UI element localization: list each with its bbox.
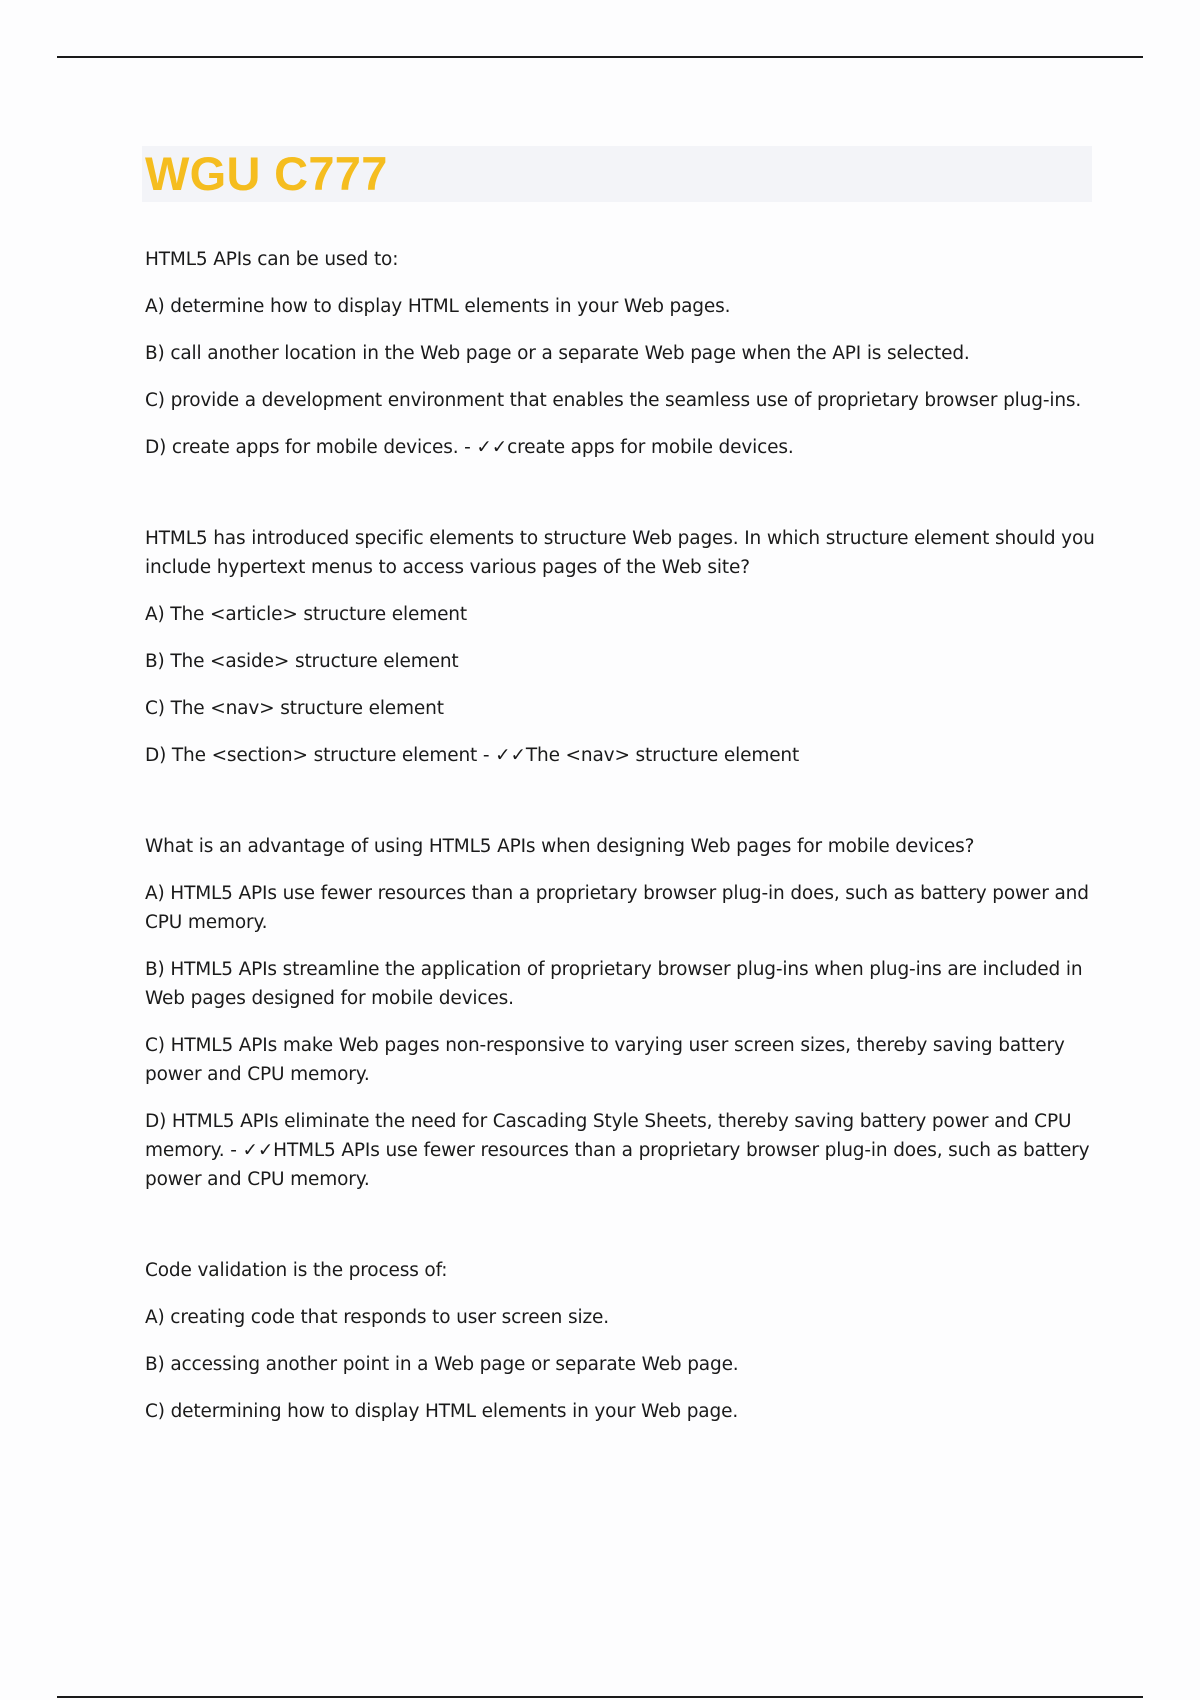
answer-option: C) determining how to display HTML elements in your Web page. bbox=[145, 1401, 739, 1422]
answer-option: B) The <aside> structure element bbox=[145, 651, 459, 672]
question-prompt: HTML5 has introduced specific elements to structure Web pages. In which structure element should you include hypertext menus to access various pages of the Web site? bbox=[145, 528, 1095, 578]
answer-option: B) call another location in the Web page or a separate Web page when the API is selected. bbox=[145, 343, 970, 364]
answer-option: C) provide a development environment that enables the seamless use of proprietary browser plug-ins. bbox=[145, 390, 1082, 411]
answer-option-with-key: D) create apps for mobile devices. - ✓✓create apps for mobile devices. bbox=[145, 437, 794, 458]
document-title: WGU C777 bbox=[145, 147, 388, 200]
question-prompt: What is an advantage of using HTML5 APIs when designing Web pages for mobile devices? bbox=[145, 836, 975, 857]
question-block bbox=[145, 1256, 1095, 1426]
question-prompt: Code validation is the process of: bbox=[145, 1260, 448, 1281]
question-block bbox=[145, 245, 1095, 462]
document-body bbox=[145, 245, 1095, 1488]
answer-option: A) The <article> structure element bbox=[145, 604, 467, 625]
answer-option: C) The <nav> structure element bbox=[145, 698, 444, 719]
answer-option: A) HTML5 APIs use fewer resources than a proprietary browser plug-in does, such as battery power and CPU memory. bbox=[145, 883, 1089, 933]
answer-option-with-key: D) HTML5 APIs eliminate the need for Cascading Style Sheets, thereby saving battery power and CPU memory. - ✓✓HTML5 APIs use fewer resources than a proprietary browser plug-in does, such as battery power and CPU memory. bbox=[145, 1111, 1090, 1190]
answer-option-with-key: D) The <section> structure element - ✓✓The <nav> structure element bbox=[145, 745, 800, 766]
header-rule bbox=[57, 56, 1143, 58]
answer-option: C) HTML5 APIs make Web pages non-responsive to varying user screen sizes, thereby saving battery power and CPU memory. bbox=[145, 1035, 1065, 1085]
question-prompt: HTML5 APIs can be used to: bbox=[145, 249, 399, 270]
question-block bbox=[145, 524, 1095, 770]
answer-option: A) determine how to display HTML elements in your Web pages. bbox=[145, 296, 731, 317]
question-block bbox=[145, 832, 1095, 1194]
answer-option: B) accessing another point in a Web page or separate Web page. bbox=[145, 1354, 739, 1375]
footer-rule bbox=[57, 1696, 1143, 1698]
answer-option: B) HTML5 APIs streamline the application of proprietary browser plug-ins when plug-ins are included in Web pages designed for mobile devices. bbox=[145, 959, 1083, 1009]
answer-option: A) creating code that responds to user screen size. bbox=[145, 1307, 609, 1328]
